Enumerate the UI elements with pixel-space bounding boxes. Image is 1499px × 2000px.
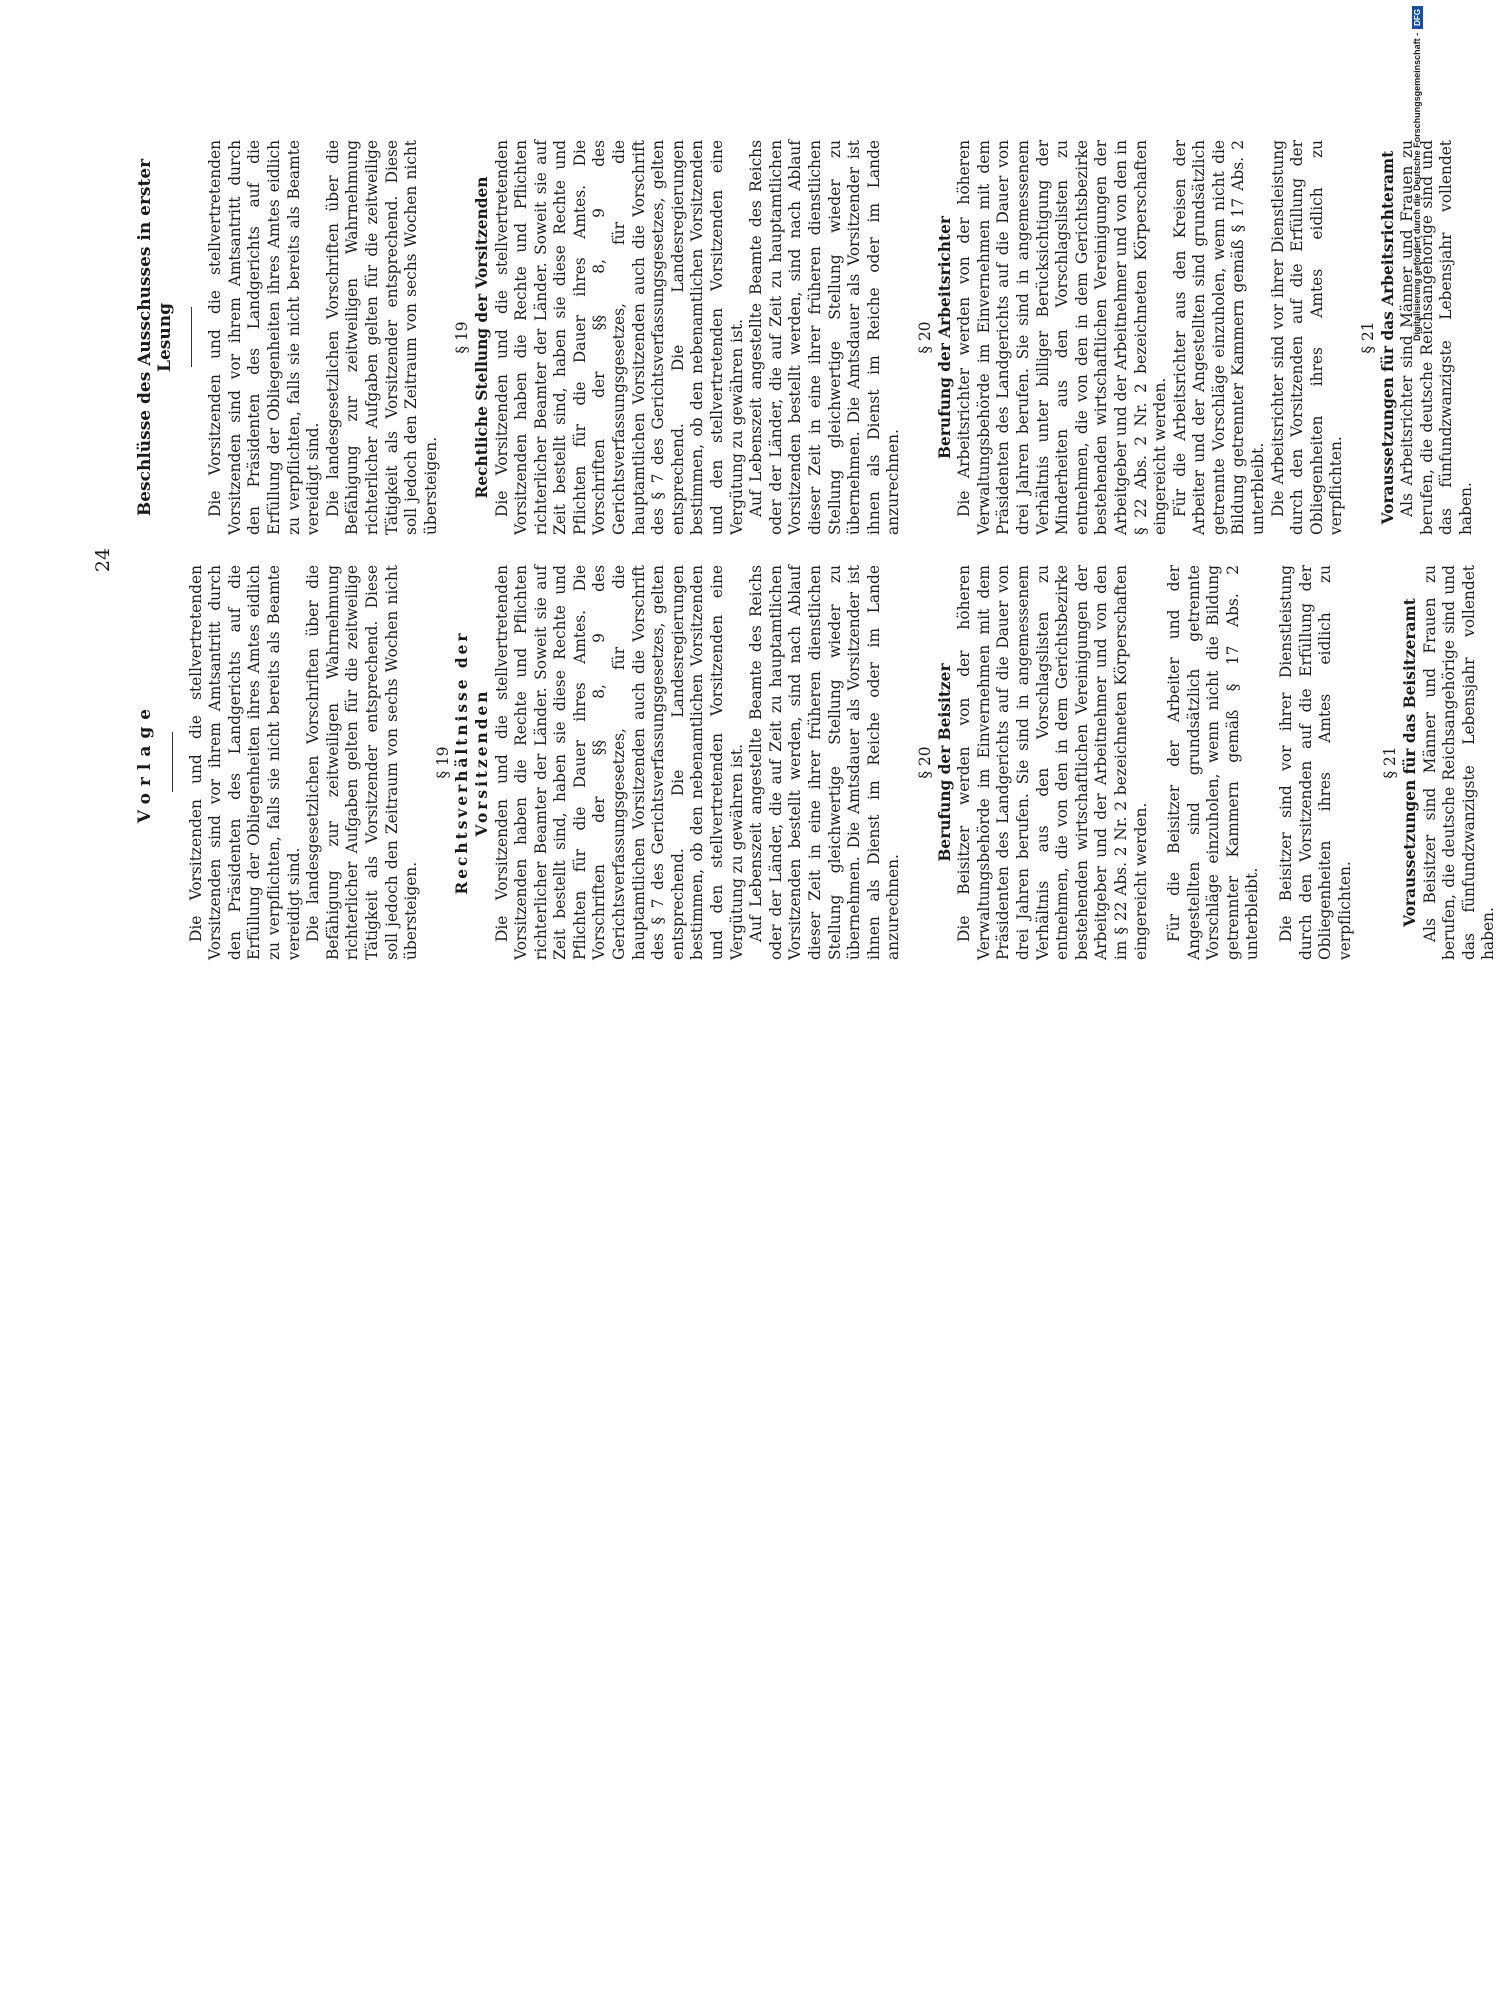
- heading-rule: [172, 733, 173, 793]
- right-column-heading: Beschlüsse des Ausschusses in erster Lesung: [135, 158, 175, 517]
- right-section-20-number: § 20: [915, 321, 934, 354]
- left-column-vorlage: [130, 565, 1499, 960]
- right-section-19-title: Rechtliche Stellung der Vorsitzenden: [472, 176, 491, 499]
- left-section-21-number: § 21: [1381, 746, 1400, 779]
- right-section-19-paragraph-1: Die Vorsitzenden und die stellvertretenden Vorsitzenden haben die Rechte und Pflichten richterlicher Beamter der Länder. Soweit sie auf Zeit bestellt sind, haben sie diese Rechte und Pflichten für die Dauer ihres Amtes. Die Vorschriften der §§ 8, 9 des Gerichtsverfassungsgesetzes, für die hauptamtlichen Vorsitzenden auch die Vorschrift des § 7 des Gerichtsverfassungsgesetzes, gelten entsprechend. Die Landesregierungen bestimmen, ob den nebenamtlichen Vorsitzenden und den stellvertretenden Vorsitzenden eine Vergütung zu gewähren ist.: [492, 140, 746, 535]
- left-section-20-paragraph-3: Die Beisitzer sind vor ihrer Dienstleistung durch den Vorsitzenden auf die Erfüllung der Obliegenheiten ihres Amtes eidlich zu verpflichten.: [1277, 565, 1354, 960]
- left-section-19-paragraph-2: Auf Lebenszeit angestellte Beamte des Reichs oder der Länder, die auf Zeit zu hauptamtlichen Vorsitzenden bestellt werden, sind nach Ablauf dieser Zeit in eine ihrer früheren dienstlichen Stellung gleichwertige Stellung wieder zu übernehmen. Die Amtsdauer als Vorsitzender ist ihnen als Dienst im Reiche oder im Lande anzurechnen.: [747, 565, 903, 960]
- right-section-21-number: § 21: [1359, 321, 1378, 354]
- right-section-20-paragraph-3: Die Arbeitsrichter sind vor ihrer Dienstleistung durch den Vorsitzenden auf die Erfüllung der Obliegenheiten ihres Amtes eidlich zu verpflichten.: [1268, 140, 1346, 535]
- digitization-stamp: [1402, 6, 1432, 994]
- right-section-21-title: Voraussetzungen für das Arbeitsrichteramt: [1378, 150, 1397, 525]
- left-section-20-paragraph-2: Für die Beisitzer der Arbeiter und der Angestellten sind grundsätzlich getrennte Vorschläge einzuholen, wenn nicht die Bildung getrennter Kammern gemäß § 17 Abs. 2 unterbleibt.: [1165, 565, 1262, 960]
- left-section-19-paragraph-1: Die Vorsitzenden und die stellvertretenden Vorsitzenden haben die Rechte und Pflichten richterlicher Beamter der Länder. Soweit sie auf Zeit bestellt sind, haben sie diese Rechte und Pflichten für die Dauer ihres Amtes. Die Vorschriften der §§ 8, 9 des Gerichtsverfassungsgesetzes, für die hauptamtlichen Vorsitzenden auch die Vorschrift des § 7 des Gerichtsverfassungsgesetzes, gelten entsprechend. Die Landesregierungen bestimmen, ob den nebenamtlichen Vorsitzenden und den stellvertretenden Vorsitzenden eine Vergütung zu gewähren ist.: [492, 565, 746, 960]
- left-section-20-paragraph-1: Die Beisitzer werden von der höheren Verwaltungsbehörde im Einvernehmen mit dem Präsidenten des Landgerichts auf die Dauer von drei Jahren berufen. Sie sind in angemessenem Verhältnis aus den Vorschlagslisten zu entnehmen, die von den in dem Gerichtsbezirke bestehenden wirtschaftlichen Vereinigungen der Arbeitgeber und der Arbeitnehmer und von den im § 22 Abs. 2 Nr. 2 bezeichneten Körperschaften eingereicht werden.: [955, 565, 1150, 960]
- left-section-20-title: Berufung der Beisitzer: [935, 663, 954, 862]
- left-section-19-number: § 19: [433, 746, 452, 779]
- left-section-19-title: Rechtsverhältnisse der Vorsitzenden: [453, 630, 491, 895]
- right-intro-paragraph-2: Die landesgesetzlichen Vorschriften über die Befähigung zur zeitweiligen Wahrnehmung richterlicher Aufgaben gelten für die zeitweilige Tätigkeit als Vorsitzender entsprechend. Diese soll jedoch den Zeitraum von sechs Wochen nicht übersteigen.: [323, 140, 440, 535]
- page-number: 24: [92, 547, 114, 573]
- right-section-20-paragraph-2: Für die Arbeitsrichter aus den Kreisen der Arbeiter und der Angestellten sind grundsätzlich getrennte Vorschläge einzuholen, wenn nicht die Bildung getrennter Kammern gemäß § 17 Abs. 2 unterbleibt.: [1170, 140, 1268, 535]
- right-intro-paragraph: Die Vorsitzenden und die stellvertretenden Vorsitzenden sind vor ihrem Amtsantritt durch den Präsidenten des Landgerichts auf die Erfüllung der Obliegenheiten ihres Amtes eidlich zu verpflichten, falls sie nicht bereits als Beamte vereidigt sind.: [206, 140, 323, 535]
- right-section-19-paragraph-2: Auf Lebenszeit angestellte Beamte des Reichs oder der Länder, die auf Zeit zu hauptamtlichen Vorsitzenden bestellt werden, sind nach Ablauf dieser Zeit in eine ihrer früheren dienstlichen Stellung gleichwertige Stellung wieder zu übernehmen. Die Amtsdauer als Vorsitzender ist ihnen als Dienst im Reiche oder im Lande anzurechnen.: [747, 140, 903, 535]
- right-column-beschluesse: [130, 140, 1477, 535]
- right-section-20-paragraph-1: Die Arbeitsrichter werden von der höheren Verwaltungsbehörde im Einvernehmen mit dem Präsidenten des Landgerichts auf die Dauer von drei Jahren berufen. Sie sind in angemessenem Verhältnis unter billiger Berücksichtigung der Minderheiten aus den Vorschlagslisten zu entnehmen, die von den in dem Gerichtsbezirke bestehenden wirtschaftlichen Vereinigungen der Arbeitgeber und der Arbeitnehmer und von den in § 22 Abs. 2 Nr. 2 bezeichneten Körperschaften eingereicht werden.: [955, 140, 1170, 535]
- left-section-21-title: Voraussetzungen für das Beisitzeramt: [1401, 598, 1420, 927]
- right-section-19-number: § 19: [453, 321, 472, 354]
- left-intro-paragraph: Die Vorsitzenden und die stellvertretenden Vorsitzenden sind vor ihrem Amtsantritt durch den Präsidenten des Landgerichts auf die Erfüllung der Obliegenheiten ihres Amtes eidlich zu verpflichten, falls sie nicht bereits als Beamte vereidigt sind.: [186, 565, 303, 960]
- left-section-21-paragraph-1: Als Beisitzer sind Männer und Frauen zu berufen, die deutsche Reichsangehörige sind und das fünfundzwanzigste Lebensjahr vollendet haben.: [1420, 565, 1498, 960]
- left-section-20-number: § 20: [915, 746, 934, 779]
- right-section-21-paragraph-1: Als Arbeitsrichter sind Männer und Frauen zu berufen, die deutsche Reichsangehörige sind und das fünfundzwanzigste Lebensjahr vollendet haben.: [1398, 140, 1475, 535]
- digitization-stamp-text: Digitalisierung gefördert durch die Deutsche Forschungsgemeinschaft -: [1412, 32, 1422, 341]
- left-column-heading: Vorlage: [135, 701, 155, 824]
- left-intro-paragraph-2: Die landesgesetzlichen Vorschriften über die Befähigung zur zeitweiligen Wahrnehmung richterlicher Aufgaben gelten für die zeitweilige Tätigkeit als Vorsitzender entsprechend. Diese soll jedoch den Zeitraum von sechs Wochen nicht übersteigen.: [304, 565, 421, 960]
- dfg-logo: DFG: [1412, 6, 1423, 29]
- heading-rule: [191, 308, 192, 368]
- right-section-20-title: Berufung der Arbeitsrichter: [935, 216, 954, 459]
